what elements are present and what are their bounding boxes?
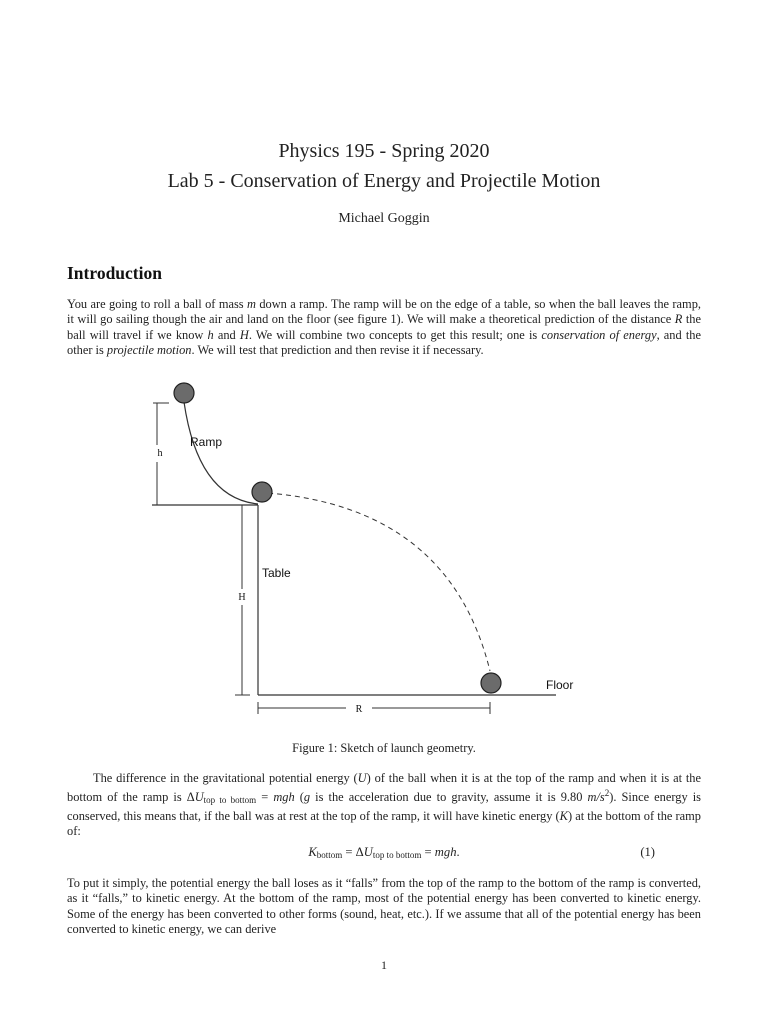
ball-top [174,383,194,403]
label-ramp: Ramp [190,435,223,449]
launch-geometry-figure [140,378,580,722]
document-title-course: Physics 195 - Spring 2020 [278,140,490,162]
dimension-label-R: R [355,704,363,715]
equation-number: (1) [640,845,655,859]
ramp-curve [184,402,258,504]
dimension-label-H: H [238,592,246,603]
section-heading-introduction: Introduction [67,263,162,283]
document-author: Michael Goggin [338,211,430,226]
dimension-label-h: h [157,448,163,459]
figure-caption: Figure 1: Sketch of launch geometry. [292,741,476,755]
ball-bottom-of-ramp [252,482,272,502]
energy-paragraph: The difference in the gravitational potential energy (U) of the ball when it is at the top of the ramp and when it is at the bottom of the ramp is $\Delta U_{top to bottom}$ = mgh (g is the acceleration due to gravity, assume it is 9.80 $m/s^2$). Since energy is conserved, this means that, if the ball was at rest at the top of the ramp, it will have kinetic energy (K) at the bottom of the ramp of: [67,771,702,839]
document-title-lab: Lab 5 - Conservation of Energy and Projectile Motion [167,170,601,192]
page-number: 1 [381,958,387,972]
label-floor: Floor [546,678,574,692]
equation-kinetic-energy: $K_{bottom} = \Delta U_{top to bottom}$ = mgh. [308,845,460,860]
label-table: Table [262,566,291,580]
trajectory-dashed [268,493,490,671]
intro-paragraph: You are going to roll a ball of mass m down a ramp. The ramp will be on the edge of a table, so when the ball leaves the ramp, it will go sailing though the air and land on the floor (see figure 1). We will make a theoretical prediction of the distance R the ball will travel if we know h and H. We will combine two concepts to get this result; one is conservation of energy, and the other is projectile motion. We will test that prediction and then revise it if necessary. [67,297,701,358]
conversion-paragraph: To put it simply, the potential energy the ball loses as it “falls” from the top of the ramp to the bottom of the ramp is converted, as it “falls,” to kinetic energy. At the bottom of the ramp, most of the potential energy has been converted to kinetic energy. Some of the energy has been converted to other forms (sound, heat, etc.). If we assume that all of the potential energy has been converted to kinetic energy, we can derive [67,876,701,937]
ball-landing [481,673,501,693]
